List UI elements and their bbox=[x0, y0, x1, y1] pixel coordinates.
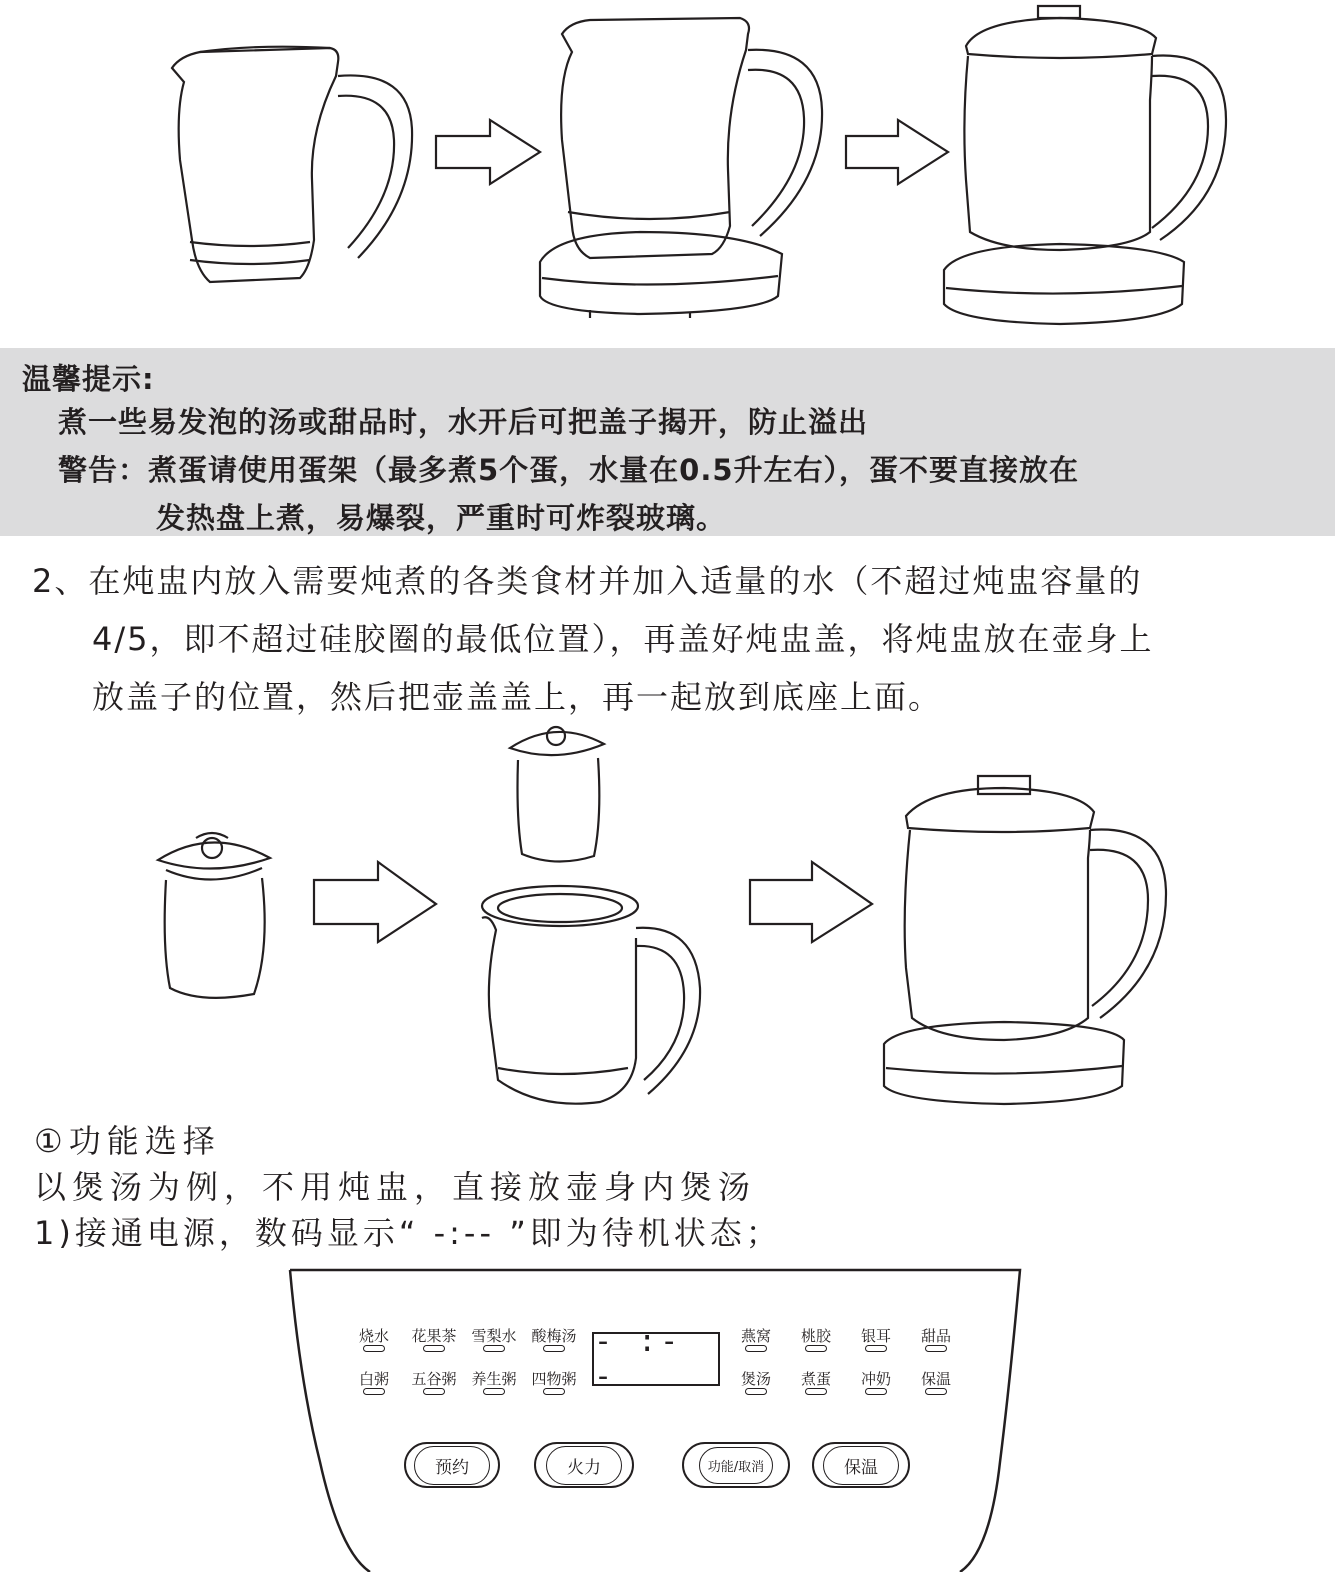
mode-indicator-led bbox=[865, 1388, 887, 1395]
mode-label[interactable]: 雪梨水 bbox=[471, 1327, 517, 1345]
reservation-button-label: 预约 bbox=[414, 1446, 490, 1485]
mode-label[interactable]: 酸梅汤 bbox=[531, 1327, 577, 1345]
mode-indicator-led bbox=[363, 1388, 385, 1395]
mode-label[interactable]: 五谷粥 bbox=[411, 1370, 457, 1388]
mode-label[interactable]: 燕窝 bbox=[740, 1327, 771, 1345]
mode-label[interactable]: 煲汤 bbox=[740, 1370, 771, 1388]
mode-label[interactable]: 四物粥 bbox=[531, 1370, 577, 1388]
mode-label[interactable]: 桃胶 bbox=[800, 1327, 831, 1345]
mode-label[interactable]: 花果茶 bbox=[411, 1327, 457, 1345]
mode-label[interactable]: 煮蛋 bbox=[800, 1370, 831, 1388]
function-example: 以煲汤为例，不用炖盅，直接放壶身内煲汤 bbox=[34, 1168, 757, 1206]
heat-power-button[interactable] bbox=[534, 1442, 634, 1488]
kettle-body-illustration bbox=[172, 47, 412, 282]
mode-indicator-led bbox=[805, 1345, 827, 1352]
mode-indicator-led bbox=[543, 1388, 565, 1395]
assembled-kettle-illustration bbox=[944, 6, 1226, 324]
assembled-kettle-final-illustration bbox=[884, 776, 1166, 1104]
mode-indicator-led bbox=[745, 1345, 767, 1352]
mode-indicator-led bbox=[805, 1388, 827, 1395]
right-arrow-icon bbox=[750, 862, 872, 942]
keep-warm-button-label: 保温 bbox=[823, 1446, 899, 1485]
step2-line-3: 放盖子的位置，然后把壶盖盖上，再一起放到底座上面。 bbox=[92, 678, 943, 716]
mode-indicator-led bbox=[483, 1345, 505, 1352]
mode-label[interactable]: 冲奶 bbox=[860, 1370, 891, 1388]
right-arrow-icon bbox=[314, 862, 436, 942]
mode-indicator-led bbox=[745, 1388, 767, 1395]
mode-indicator-led bbox=[363, 1345, 385, 1352]
mode-indicator-led bbox=[925, 1388, 947, 1395]
function-step-1: 1)接通电源，数码显示“ -:-- ”即为待机状态； bbox=[34, 1214, 782, 1252]
mode-label[interactable]: 甜品 bbox=[920, 1327, 951, 1345]
tips-line-foaming: 煮一些易发泡的汤或甜品时，水开后可把盖子揭开，防止溢出 bbox=[58, 405, 869, 439]
function-heading: ①功能选择 bbox=[34, 1122, 221, 1160]
mode-indicator-led bbox=[925, 1345, 947, 1352]
kettle-assembly-illustration-top bbox=[0, 0, 1335, 340]
control-panel-outline bbox=[0, 1262, 1335, 1572]
right-arrow-icon bbox=[436, 120, 540, 184]
stew-pot-illustration bbox=[158, 833, 270, 998]
mode-indicator-led bbox=[483, 1388, 505, 1395]
mode-indicator-led bbox=[423, 1345, 445, 1352]
mode-label[interactable]: 养生粥 bbox=[471, 1370, 517, 1388]
keep-warm-button[interactable] bbox=[812, 1442, 910, 1488]
step2-line-1: 2、在炖盅内放入需要炖煮的各类食材并加入适量的水（不超过炖盅容量的 bbox=[32, 562, 1143, 600]
mode-label[interactable]: 烧水 bbox=[358, 1327, 389, 1345]
step2-line-2: 4/5，即不超过硅胶圈的最低位置），再盖好炖盅盖，将炖盅放在壶身上 bbox=[92, 620, 1154, 658]
stew-pot-small-illustration bbox=[510, 727, 604, 862]
tips-title: 温馨提示: bbox=[22, 362, 155, 396]
mode-indicator-led bbox=[543, 1345, 565, 1352]
stew-pot-assembly-illustration bbox=[0, 718, 1335, 1118]
kettle-on-base-illustration bbox=[540, 18, 822, 318]
digital-display: - :- - bbox=[592, 1332, 720, 1386]
mode-label[interactable]: 白粥 bbox=[358, 1370, 389, 1388]
mode-indicator-led bbox=[423, 1388, 445, 1395]
function-cancel-button[interactable] bbox=[682, 1442, 790, 1488]
kettle-body-open-illustration bbox=[482, 886, 700, 1104]
reservation-button[interactable] bbox=[404, 1442, 500, 1488]
heat-power-button-label: 火力 bbox=[546, 1446, 622, 1485]
function-cancel-button-label: 功能/取消 bbox=[699, 1447, 773, 1484]
mode-label[interactable]: 保温 bbox=[920, 1370, 951, 1388]
right-arrow-icon bbox=[846, 120, 948, 184]
mode-label[interactable]: 银耳 bbox=[860, 1327, 891, 1345]
warning-line-eggs: 警告：煮蛋请使用蛋架（最多煮5个蛋，水量在0.5升左右），蛋不要直接放在 bbox=[58, 453, 1080, 487]
mode-indicator-led bbox=[865, 1345, 887, 1352]
warning-line-glass: 发热盘上煮，易爆裂，严重时可炸裂玻璃。 bbox=[156, 501, 727, 535]
